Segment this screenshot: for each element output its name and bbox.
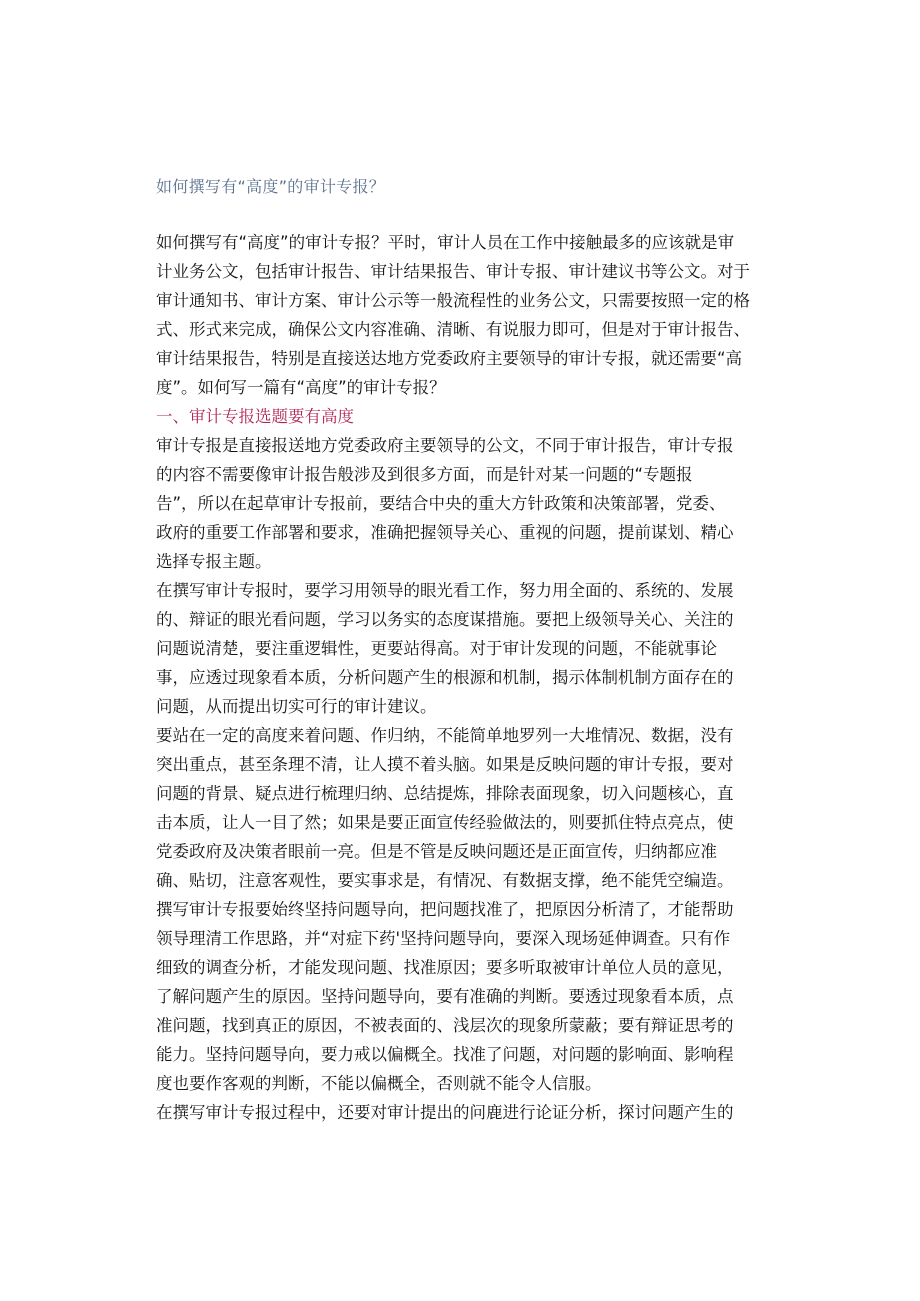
section-heading [156,402,776,431]
text-line: 击本质，让人一目了然；如果是要正面宣传经验做法的，则要抓住特点亮点，使 [156,813,734,832]
paragraph [156,721,776,895]
text-line: 问题说清楚，要注重逻辑性，更要站得高。对于审计发现的问题，不能就事论 [156,639,717,658]
text-line: 领导理清工作思路，并“对症下药'坚持问题导向，要深入现场延伸调查。只有作 [156,929,731,948]
text-line: 事，应透过现象看本质，分析问题产生的根源和机制，揭示体制机制方面存在的 [156,668,734,687]
text-line: 准问题，找到真正的原因，不被表面的、浅层次的现象所蒙蔽；要有辩证思考的 [156,1016,734,1035]
text-line: 如何撰写有“高度”的审计专报？平时，审计人员在工作中接触最多的应该就是审 [156,233,735,252]
text-line: 选择专报主题。 [156,552,272,571]
text-line: 式、形式来完成，确保公文内容准确、清晰、有说服力即可，但是对于审计报告、 [156,320,750,339]
text-line: 能力。坚持问题导向，要力戒以偏概全。找准了问题，对问题的影响面、影响程 [156,1045,734,1064]
text-line: 撰写审计专报要始终坚持问题导向，把问题找准了，把原因分析清了，才能帮助 [156,900,734,919]
document-body [156,228,776,1127]
paragraph [156,431,776,576]
text-line: 确、贴切，注意客观性，要实事求是，有情况、有数据支撑，绝不能凭空编造。 [156,871,734,890]
text-line: 了解问题产生的原因。坚持问题导向，要有准确的判断。要透过现象看本质，点 [156,987,734,1006]
text-line: 突出重点，甚至条理不清，让人摸不着头脑。如果是反映问题的审计专报，要对 [156,755,734,774]
text-line: 度也要作客观的判断，不能以偏概全，否则就不能令人信服。 [156,1074,602,1093]
text-line: 审计结果报告，特别是直接送达地方党委政府主要领导的审计专报，就还需要“高 [156,349,743,368]
text-line: 的内容不需要像审计报告般涉及到很多方面，而是针对某一问题的“专题报 [156,465,693,484]
text-line: 党委政府及决策者眼前一亮。但是不管是反映问题还是正面宣传，归纳都应准 [156,842,717,861]
text-line: 告”，所以在起草审计专报前，要结合中央的重大方针政策和决策部署，党委、 [156,494,726,513]
text-line: 在撰写审计专报时，要学习用领导的眼光看工作，努力用全面的、系统的、发展 [156,581,734,600]
text-line: 计业务公文，包括审计报告、审计结果报告、审计专报、审计建议书等公文。对于 [156,262,750,281]
text-line: 要站在一定的高度来着问题、作归纳，不能简单地罗列一大堆情况、数据，没有 [156,726,734,745]
paragraph [156,895,776,1098]
text-line: 政府的重要工作部署和要求，准确把握领导关心、重视的问题，提前谋划、精心 [156,523,734,542]
text-line: 审计专报是直接报送地方党委政府主要领导的公文，不同于审计报告，审计专报 [156,436,734,455]
text-line: 的、辩证的眼光看问题，学习以务实的态度谋措施。要把上级领导关心、关注的 [156,610,734,629]
text-line: 在撰写审计专报过程中，还要对审计提出的问鹿进行论证分析，探讨问题产生的 [156,1103,734,1122]
document-title: 如何撰写有“高度”的审计专报？ [156,177,386,196]
paragraph [156,228,776,402]
text-line: 问题的背景、疑点进行梳理归纳、总结提炼，排除表面现象，切入问题核心，直 [156,784,734,803]
text-line: 度”。如何写一篇有“高度”的审计专报？ [156,378,446,397]
text-line: 审计通知书、审计方案、审计公示等一般流程性的业务公文，只需要按照一定的格 [156,291,750,310]
heading-line: 一、审计专报选题要有高度 [156,407,354,426]
paragraph [156,576,776,721]
text-line: 问题，从而提出切实可行的审计建议。 [156,697,437,716]
text-line: 细致的调查分析，才能发现问题、找准原因；要多听取被审计单位人员的意见， [156,958,734,977]
paragraph [156,1098,776,1127]
